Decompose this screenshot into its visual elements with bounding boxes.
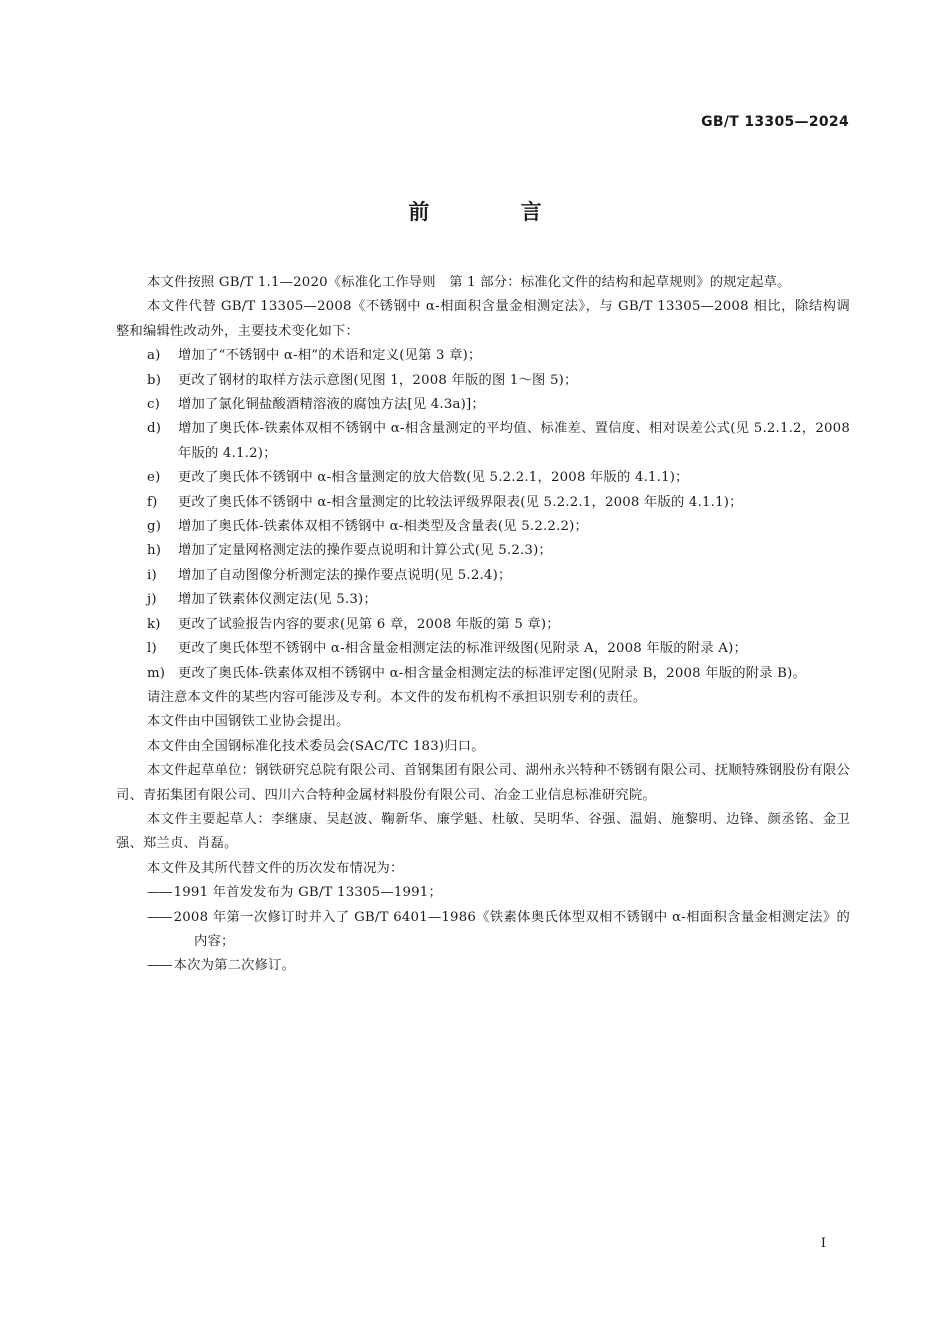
list-marker: b): [147, 372, 162, 388]
list-item: [116, 393, 850, 417]
list-item-text: 增加了奥氏体-铁素体双相不锈钢中 α-相类型及含量表(见 5.2.2.2)；: [178, 519, 589, 535]
list-item-text: 更改了钢材的取样方法示意图(见图 1，2008 年版的图 1～图 5)；: [178, 372, 578, 388]
page-title: 前 言: [408, 200, 584, 224]
document-body: [116, 271, 850, 979]
paragraph-history-intro: 本文件及其所代替文件的历次发布情况为：: [147, 860, 404, 876]
page-number: I: [820, 1236, 826, 1251]
list-marker: f): [147, 494, 158, 510]
list-item-text: 增加了自动图像分析测定法的操作要点说明(见 5.2.4)；: [178, 567, 512, 583]
list-item: [116, 588, 850, 612]
paragraph-drafting-rules: 本文件按照 GB/T 1.1—2020《标准化工作导则 第 1 部分：标准化文件的结构和起草规则》的规定起草。: [147, 275, 791, 290]
dash-marker: ——: [147, 885, 172, 901]
technical-changes-list: [116, 344, 850, 686]
list-marker: l): [147, 641, 157, 657]
list-marker: c): [147, 397, 161, 413]
list-item-text: 更改了试验报告内容的要求(见第 6 章，2008 年版的第 5 章)；: [178, 616, 560, 632]
list-item-text: 增加了铁素体仪测定法(见 5.3)；: [178, 592, 377, 608]
list-marker: m): [147, 665, 166, 681]
list-item: [116, 491, 850, 515]
list-item: [116, 466, 850, 490]
dash-marker: ——: [147, 909, 172, 925]
paragraph-managed-by: 本文件由全国钢标准化技术委员会(SAC/TC 183)归口。: [147, 738, 485, 754]
list-marker: j): [147, 592, 157, 608]
list-item-text: 更改了奥氏体不锈钢中 α-相含量测定的比较法评级界限表(见 5.2.2.1，2008 年版的 4.1.1)；: [178, 494, 743, 510]
standard-code: GB/T 13305—2024: [701, 114, 849, 130]
list-marker: e): [147, 470, 161, 486]
list-item-text: 增加了氯化铜盐酸酒精溶液的腐蚀方法[见 4.3a)]；: [178, 397, 485, 413]
paragraph-drafters: 本文件主要起草人：李继康、吴赵波、鞠新华、廉学魁、杜敏、吴明华、谷强、温娟、施黎明、边锋、颜丞铭、金卫强、郑兰贞、肖磊。: [116, 811, 850, 852]
history-item-text: 1991 年首发发布为 GB/T 13305—1991；: [173, 885, 442, 901]
history-item-text: 2008 年第一次修订时并入了 GB/T 6401—1986《铁素体奥氏体型双相不锈钢中 α-相面积含量金相测定法》的内容；: [173, 909, 850, 949]
list-marker: h): [147, 543, 162, 559]
list-item-text: 更改了奥氏体型不锈钢中 α-相含量金相测定法的标准评级图(见附录 A，2008 年版的附录 A)；: [178, 641, 747, 657]
history-item: [116, 881, 850, 905]
list-item: [116, 637, 850, 661]
list-item: [116, 662, 850, 686]
list-marker: k): [147, 616, 161, 632]
list-marker: d): [147, 421, 162, 437]
paragraph-patent-notice: 请注意本文件的某些内容可能涉及专利。本文件的发布机构不承担识别专利的责任。: [147, 689, 647, 705]
list-marker: g): [147, 519, 162, 535]
list-item-text: 增加了“不锈钢中 α-相”的术语和定义(见第 3 章)；: [178, 348, 482, 364]
history-item: [116, 954, 850, 978]
list-item: [116, 344, 850, 368]
list-marker: i): [147, 567, 157, 583]
history-item-text: 本次为第二次修订。: [173, 958, 296, 974]
list-item-text: 增加了定量网格测定法的操作要点说明和计算公式(见 5.2.3)；: [178, 543, 552, 559]
paragraph-proposed-by: 本文件由中国钢铁工业协会提出。: [147, 714, 350, 730]
list-item: [116, 539, 850, 563]
list-item: [116, 613, 850, 637]
history-item: [116, 906, 850, 955]
paragraph-replacement: 本文件代替 GB/T 13305—2008《不锈钢中 α-相面积含量金相测定法》，与 GB/T 13305—2008 相比，除结构调整和编辑性改动外，主要技术变化如下：: [116, 299, 850, 339]
list-item: [116, 417, 850, 466]
list-item: [116, 369, 850, 393]
paragraph-drafting-units: 本文件起草单位：钢铁研究总院有限公司、首钢集团有限公司、湖州永兴特种不锈钢有限公司、抚顺特殊钢股份有限公司、青拓集团有限公司、四川六合特种金属材料股份有限公司、冶金工业信息标准研究院。: [116, 763, 850, 803]
list-item: [116, 515, 850, 539]
list-item-text: 更改了奥氏体不锈钢中 α-相含量测定的放大倍数(见 5.2.2.1，2008 年版的 4.1.1)；: [178, 470, 689, 486]
list-marker: a): [147, 348, 161, 364]
list-item-text: 更改了奥氏体-铁素体双相不锈钢中 α-相含量金相测定法的标准评定图(见附录 B，2008 年版的附录 B)。: [178, 665, 807, 681]
dash-marker: ——: [147, 958, 172, 974]
list-item: [116, 564, 850, 588]
list-item-text: 增加了奥氏体-铁素体双相不锈钢中 α-相含量测定的平均值、标准差、置信度、相对误差公式(见 5.2.1.2，2008 年版的 4.1.2)；: [178, 421, 850, 461]
